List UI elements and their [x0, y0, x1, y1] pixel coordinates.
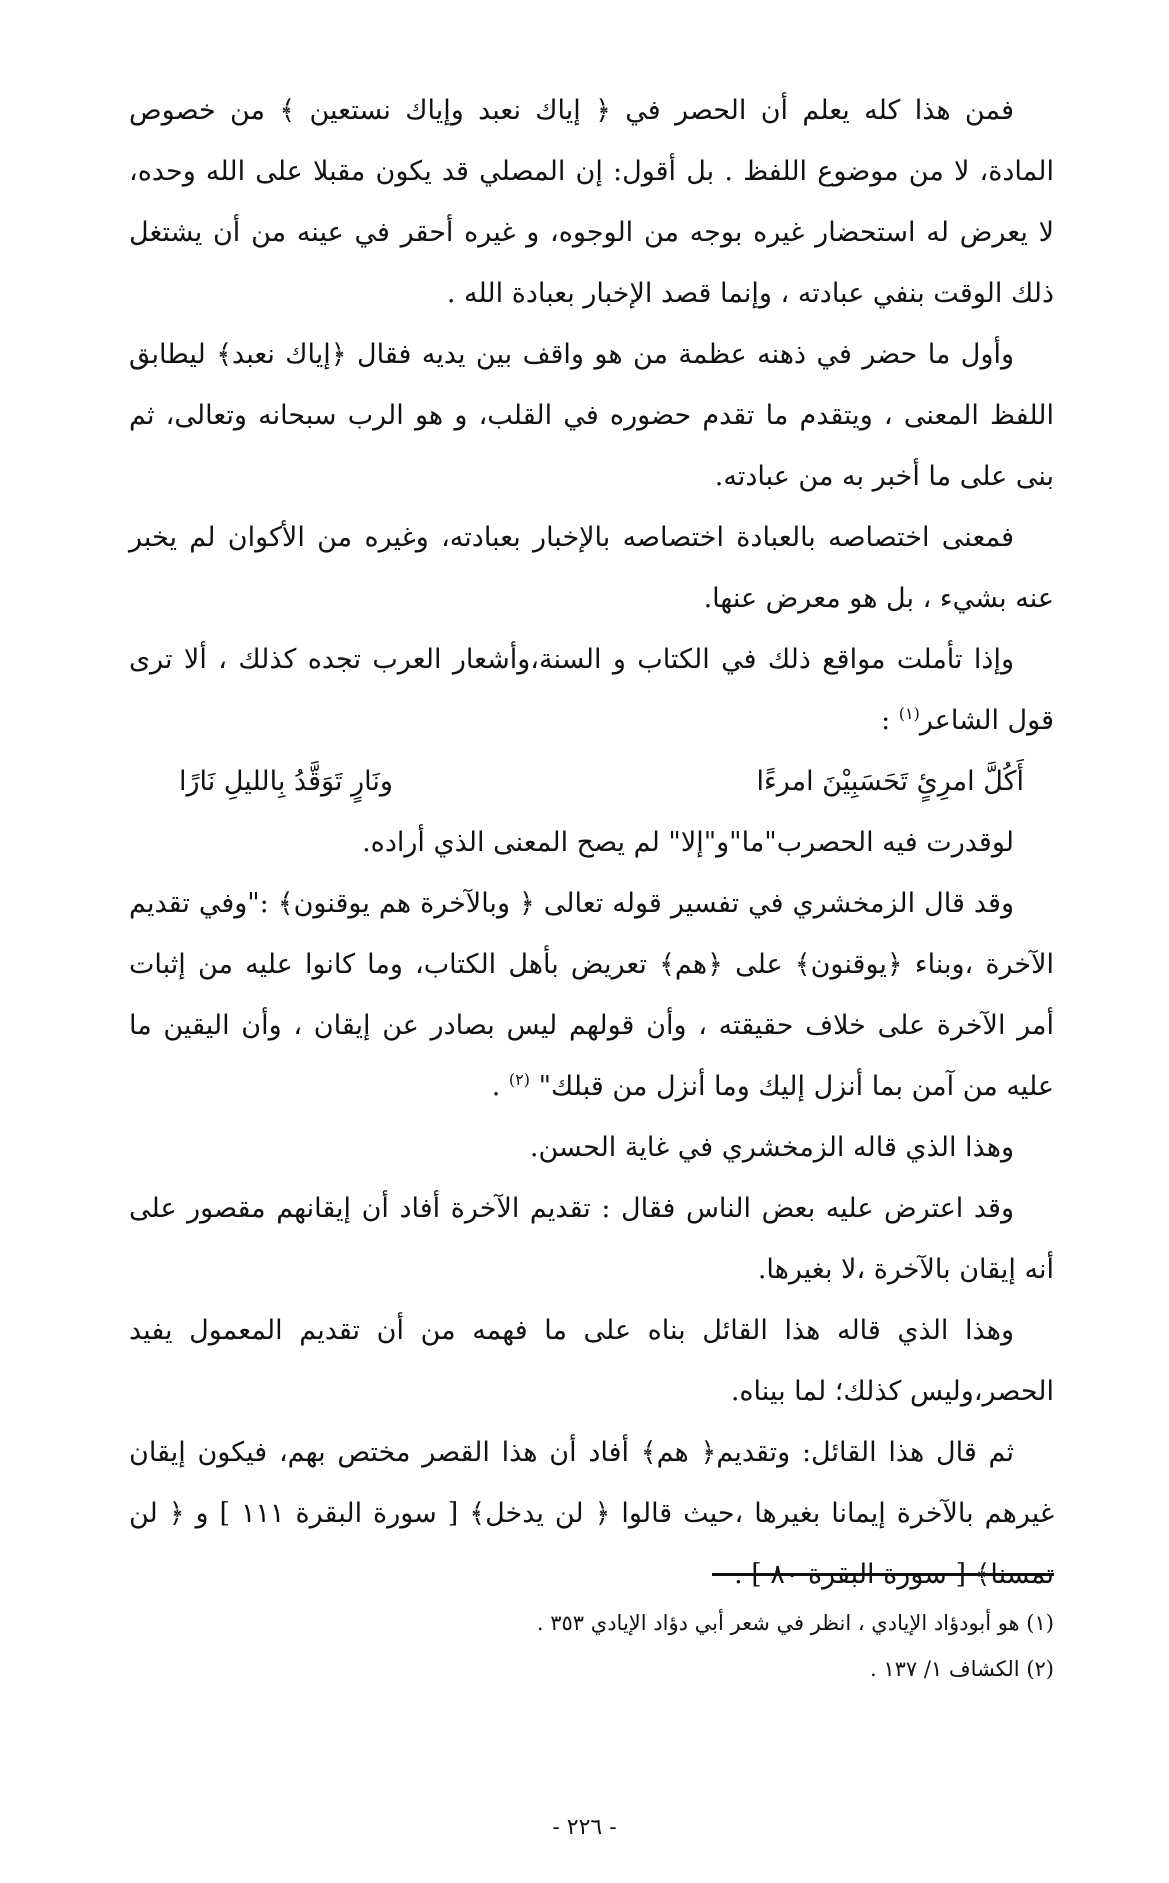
verse-first-hemistich: أَكُلَّ امرِئٍ تَحَسَبِيْنَ امرءًا: [756, 766, 1024, 797]
poem-verse: [129, 751, 1054, 812]
main-text: [129, 80, 1054, 1605]
paragraph-6: [129, 873, 1054, 1117]
paragraph-10: ثم قال هذا القائل: وتقديم﴿ هم﴾ أفاد أن هذا القصر مختص بهم، فيكون إيقان غيرهم بالآخرة إيمانا بغيرها ،حيث قالوا ﴿ لن يدخل﴾ [ سورة البقرة ١١١ ] و ﴿ لن تمسنا﴾ [ سورة البقرة ٨٠ ] .: [129, 1437, 1054, 1590]
paragraph-4-tail: :: [881, 705, 899, 736]
paragraph-5: لوقدرت فيه الحصرب"ما"و"إلا" لم يصح المعنى الذي أراده.: [362, 827, 1014, 858]
footnote-divider: [712, 1573, 1054, 1576]
paragraph-9: وهذا الذي قاله هذا القائل بناه على ما فهمه من أن تقديم المعمول يفيد الحصر،وليس كذلك؛ لما بيناه.: [129, 1315, 1054, 1407]
footnote-1: (١) هو أبودؤاد الإيادي ، انظر في شعر أبي دؤاد الإيادي ٣٥٣ .: [536, 1611, 1054, 1635]
paragraph-8: وقد اعترض عليه بعض الناس فقال : تقديم الآخرة أفاد أن إيقانهم مقصور على أنه إيقان بالآخرة ،لا بغيرها.: [129, 1193, 1054, 1285]
paragraph-7: وهذا الذي قاله الزمخشري في غاية الحسن.: [529, 1132, 1014, 1163]
footnote-mark-1: (١): [898, 704, 920, 723]
paragraph-2: وأول ما حضر في ذهنه عظمة من هو واقف بين يديه فقال ﴿إياك نعبد﴾ ليطابق اللفظ المعنى ، ويتقدم ما تقدم حضوره في القلب، و هو الرب سبحانه وتعالى، ثم بنى على ما أخبر به من عبادته.: [129, 339, 1054, 492]
paragraph-4: [129, 629, 1054, 751]
paragraph-3: فمعنى اختصاصه بالعبادة اختصاصه بالإخبار بعبادته، وغيره من الأكوان لم يخبر عنه بشيء ، بل هو معرض عنها.: [129, 522, 1054, 614]
paragraph-4-text: وإذا تأملت مواقع ذلك في الكتاب و السنة،وأشعار العرب تجده كذلك ، ألا ترى قول الشاعر: [129, 644, 1054, 736]
verse-second-hemistich: ونَارٍ تَوَقَّدُ بِالليلِ نَارًا: [179, 766, 393, 797]
footnotes: [129, 1600, 1054, 1692]
paragraph-6-tail: .: [491, 1071, 509, 1102]
paragraph-6-text: وقد قال الزمخشري في تفسير قوله تعالى ﴿ وبالآخرة هم يوقنون﴾ :"وفي تقديم الآخرة ،وبناء ﴿يوقنون﴾ على ﴿هم﴾ تعريض بأهل الكتاب، وما كانوا عليه من إثبات أمر الآخرة على خلاف حقيقته ، وأن قولهم ليس بصادر عن إيقان ، وأن اليقين ما عليه من آمن بما أنزل إليك وما أنزل من قبلك": [129, 888, 1054, 1102]
footnote-mark-2: (٢): [508, 1070, 531, 1089]
footnote-2: (٢) الكشاف ١/ ١٣٧ .: [869, 1657, 1054, 1681]
page-number: - ٢٢٦ -: [552, 1815, 617, 1840]
paragraph-1: فمن هذا كله يعلم أن الحصر في ﴿ إياك نعبد وإياك نستعين ﴾ من خصوص المادة، لا من موضوع اللفظ . بل أقول: إن المصلي قد يكون مقبلا على الله وحده، لا يعرض له استحضار غيره بوجه من الوجوه، و غيره أحقر في عينه من أن يشتغل ذلك الوقت بنفي عبادته ، وإنما قصد الإخبار بعبادة الله .: [129, 95, 1054, 309]
